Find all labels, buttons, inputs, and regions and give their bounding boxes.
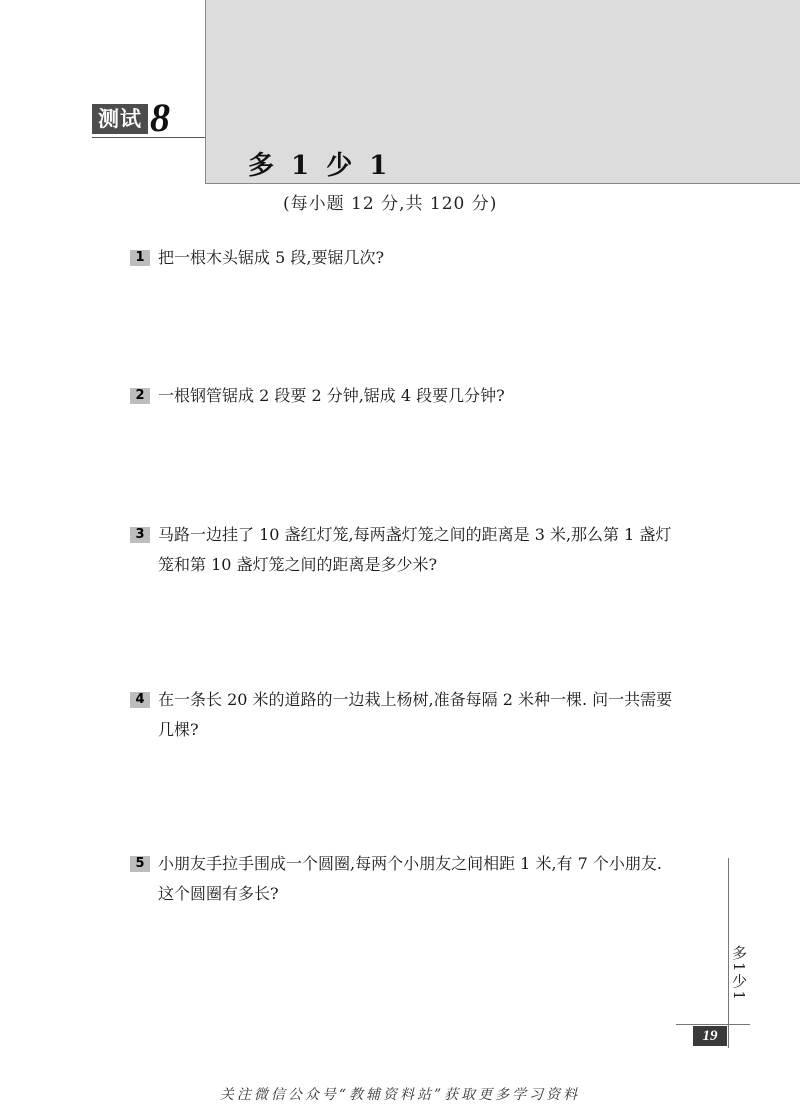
question-text: 一根钢管锯成 2 段要 2 分钟,锯成 4 段要几分钟? xyxy=(158,386,505,405)
running-title: 多1少1 xyxy=(730,945,748,1003)
question-3 xyxy=(130,520,730,580)
question-text: 小朋友手拉手围成一个圆圈,每两个小朋友之间相距 1 米,有 7 个小朋友. 这个圆圈有多长? xyxy=(158,854,662,903)
question-2 xyxy=(130,381,730,411)
question-1 xyxy=(130,243,730,273)
page-title: 多 1 少 1 xyxy=(248,151,392,181)
test-label: 测试 xyxy=(92,104,148,134)
question-text: 在一条长 20 米的道路的一边栽上杨树,准备每隔 2 米种一棵. 问一共需要 几棵? xyxy=(158,690,673,739)
question-number-badge: 4 xyxy=(130,692,150,708)
question-number-badge: 5 xyxy=(130,856,150,872)
page-number: 19 xyxy=(693,1026,727,1046)
question-5 xyxy=(130,849,730,909)
question-number-badge: 1 xyxy=(130,250,150,266)
question-4 xyxy=(130,685,730,745)
question-text: 把一根木头锯成 5 段,要锯几次? xyxy=(158,248,385,267)
header-divider xyxy=(92,137,205,138)
test-badge xyxy=(92,95,170,140)
page-number-rule xyxy=(676,1024,750,1025)
score-note: (每小题 12 分,共 120 分) xyxy=(283,194,498,214)
test-number: 8 xyxy=(150,95,170,140)
question-text: 马路一边挂了 10 盏红灯笼,每两盏灯笼之间的距离是 3 米,那么第 1 盏灯 笼和第 10 盏灯笼之间的距离是多少米? xyxy=(158,525,672,574)
footer-note: 关注微信公众号“教辅资料站”获取更多学习资料 xyxy=(219,1087,581,1103)
question-number-badge: 3 xyxy=(130,527,150,543)
question-number-badge: 2 xyxy=(130,388,150,404)
